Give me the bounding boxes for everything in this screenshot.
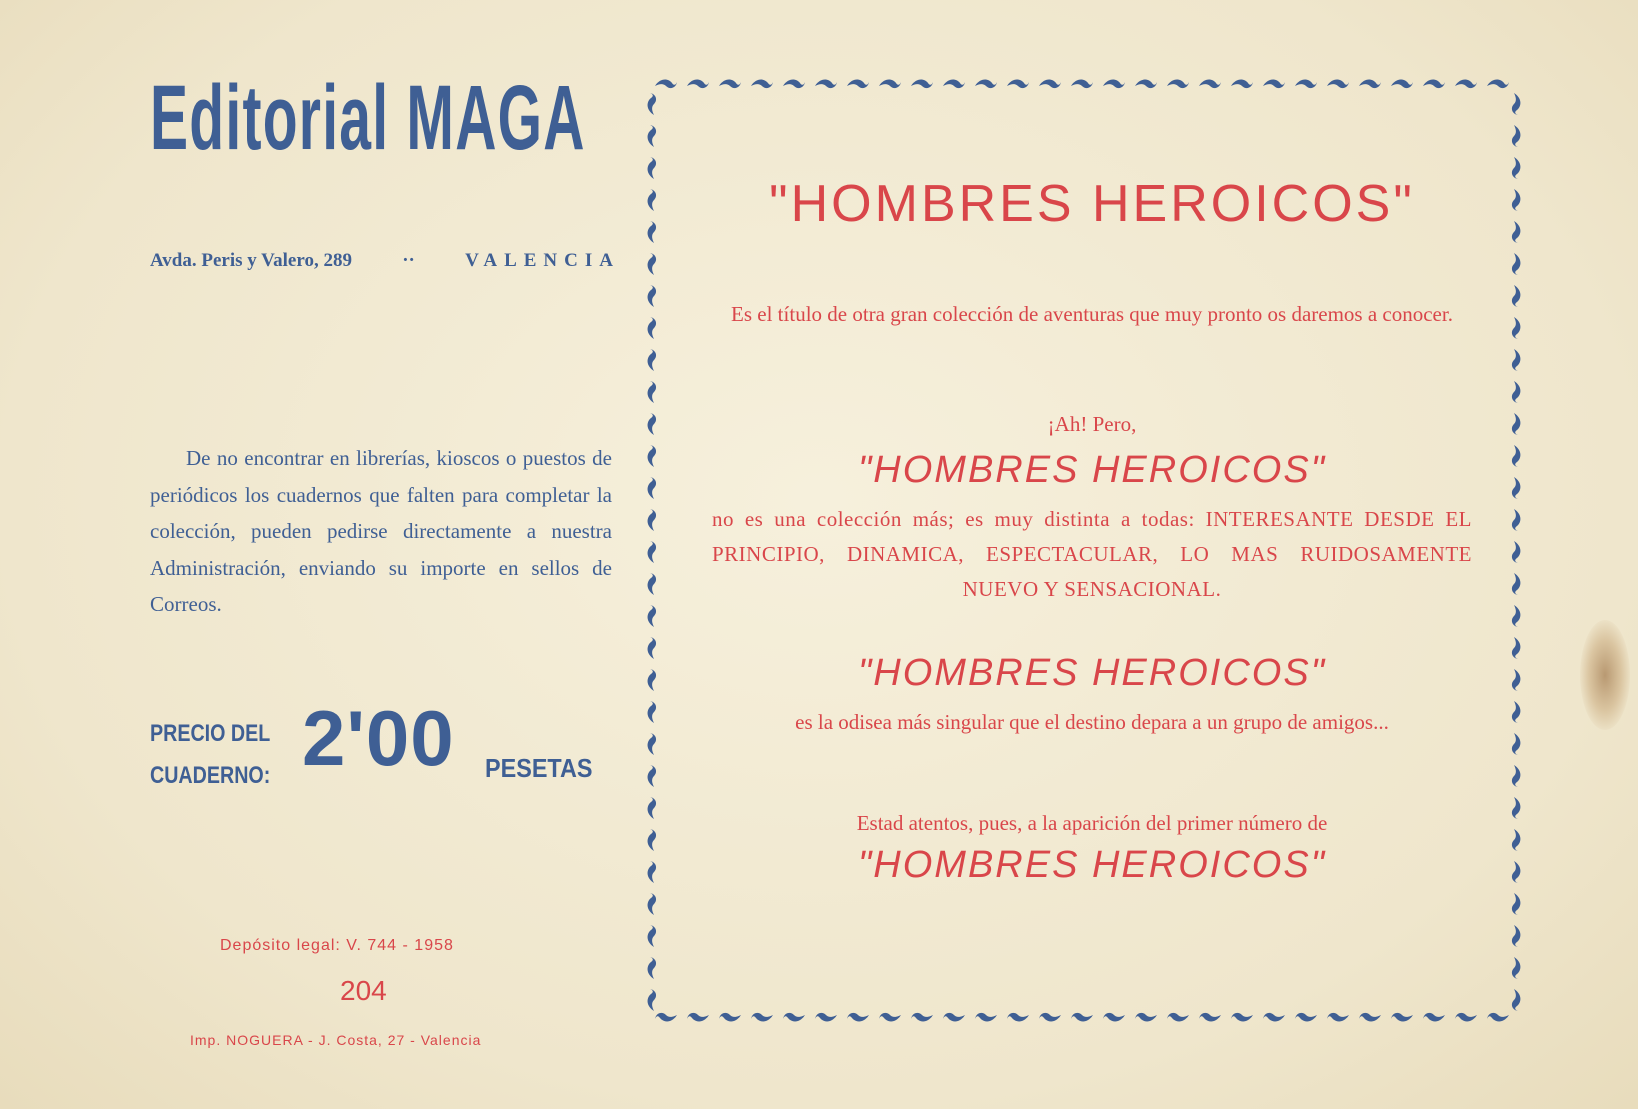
- printer-line: Imp. NOGUERA - J. Costa, 27 - Valencia: [190, 1032, 482, 1048]
- price-label: [150, 713, 270, 797]
- paper-stain: [1580, 620, 1630, 730]
- advert-closing: Estad atentos, pues, a la aparición del primer número de: [856, 811, 1328, 835]
- order-note: De no encontrar en librerías, kioscos o puestos de periódicos los cuadernos que falten para completar la colección, pueden pedirse directamente a nuestra Administración, enviando su importe en sellos de Correos.: [150, 446, 612, 616]
- price-value: 2'00: [302, 694, 455, 782]
- advert-body-1: no es una colección más; es muy distinta a todas: INTERESANTE DESDE EL PRINCIPIO, DINAMICA, ESPECTACULAR, LO MAS RUIDOSAMENTE NUEVO Y SENSACIONAL.: [712, 507, 1472, 601]
- advert-subtitle-2: "HOMBRES HEROICOS": [857, 652, 1327, 694]
- advert-subtitle-1: "HOMBRES HEROICOS": [857, 449, 1327, 491]
- advert-exclaim: ¡Ah! Pero,: [1047, 412, 1137, 436]
- advert-subtitle-3: "HOMBRES HEROICOS": [857, 844, 1327, 886]
- price-block: [150, 694, 620, 800]
- issue-number: 204: [340, 975, 387, 1006]
- price-label-line1: PRECIO DEL: [150, 720, 271, 747]
- advert-heading: "HOMBRES HEROICOS": [769, 175, 1415, 233]
- price-label-line2: CUADERNO:: [150, 762, 271, 789]
- publisher-title: Editorial MAGA: [150, 67, 586, 169]
- address-city: VALENCIA: [465, 250, 620, 271]
- legal-deposit: Depósito legal: V. 744 - 1958: [220, 937, 454, 954]
- address-separator: ··: [402, 250, 415, 271]
- advert-frame: [642, 74, 1526, 1027]
- advert-intro: Es el título de otra gran colección de aventuras que muy pronto os daremos a conocer.: [731, 302, 1453, 326]
- price-currency: PESETAS: [485, 753, 593, 783]
- advert-body-2: es la odisea más singular que el destino depara a un grupo de amigos...: [795, 710, 1389, 734]
- publisher-address: [150, 250, 620, 272]
- address-street: Avda. Peris y Valero, 289: [150, 250, 352, 271]
